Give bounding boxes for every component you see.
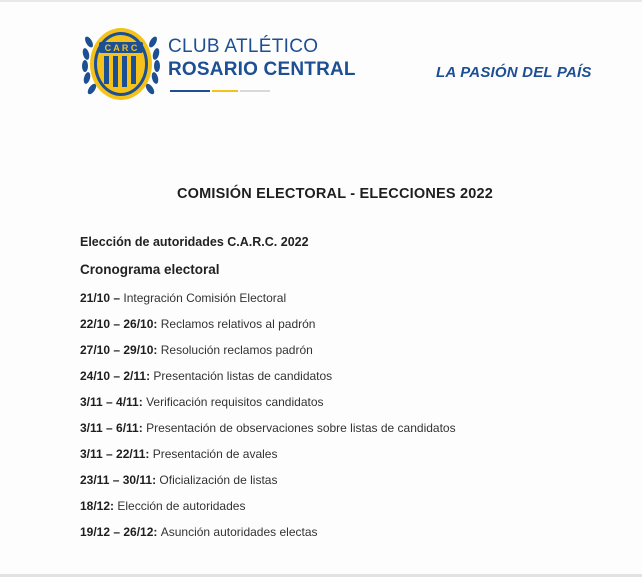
underline-blue-segment — [170, 90, 210, 92]
schedule-item — [80, 288, 456, 314]
schedule-item — [80, 392, 456, 418]
schedule-item — [80, 340, 456, 366]
section-heading: Cronograma electoral — [80, 262, 220, 277]
electoral-schedule — [80, 288, 456, 548]
document-title: COMISIÓN ELECTORAL - ELECCIONES 2022 — [176, 186, 494, 202]
schedule-description: Verificación requisitos candidatos — [146, 395, 324, 409]
letterhead — [0, 0, 642, 120]
club-crest-logo — [80, 20, 162, 108]
schedule-date: 24/10 – 2/11: — [80, 369, 154, 383]
club-slogan: LA PASIÓN DEL PAÍS — [436, 64, 592, 81]
schedule-description: Presentación listas de candidatos — [153, 369, 333, 383]
schedule-date: 3/11 – 6/11: — [80, 421, 147, 435]
schedule-item — [80, 496, 456, 522]
schedule-date: 19/12 – 26/12: — [80, 525, 161, 539]
schedule-date: 3/11 – 4/11: — [80, 395, 147, 409]
schedule-item — [80, 314, 456, 340]
underline-grey-segment — [240, 90, 270, 92]
schedule-description: Reclamos relativos al padrón — [160, 317, 316, 331]
schedule-date: 21/10 – — [80, 291, 124, 305]
club-name-line1: CLUB ATLÉTICO — [168, 36, 319, 57]
schedule-date: 3/11 – 22/11: — [80, 447, 153, 461]
schedule-date: 27/10 – 29/10: — [80, 343, 161, 357]
document-subtitle: Elección de autoridades C.A.R.C. 2022 — [80, 235, 309, 249]
schedule-description: Presentación de observaciones sobre listas de candidatos — [146, 421, 456, 435]
brand-underline — [170, 90, 270, 92]
schedule-item — [80, 444, 456, 470]
schedule-date: 23/11 – 30/11: — [80, 473, 160, 487]
schedule-description: Integración Comisión Electoral — [123, 291, 287, 305]
svg-text:C A R C: C A R C — [104, 43, 138, 53]
schedule-description: Asunción autoridades electas — [160, 525, 318, 539]
club-name — [168, 36, 356, 82]
schedule-item — [80, 522, 456, 548]
schedule-item — [80, 470, 456, 496]
underline-yellow-segment — [212, 90, 238, 92]
schedule-description: Resolución reclamos padrón — [160, 343, 313, 357]
schedule-item — [80, 418, 456, 444]
schedule-item — [80, 366, 456, 392]
schedule-description: Oficialización de listas — [159, 473, 278, 487]
schedule-description: Presentación de avales — [152, 447, 278, 461]
schedule-date: 18/12: — [80, 499, 118, 513]
schedule-description: Elección de autoridades — [117, 499, 246, 513]
schedule-date: 22/10 – 26/10: — [80, 317, 161, 331]
club-name-line2: ROSARIO CENTRAL — [168, 59, 356, 80]
